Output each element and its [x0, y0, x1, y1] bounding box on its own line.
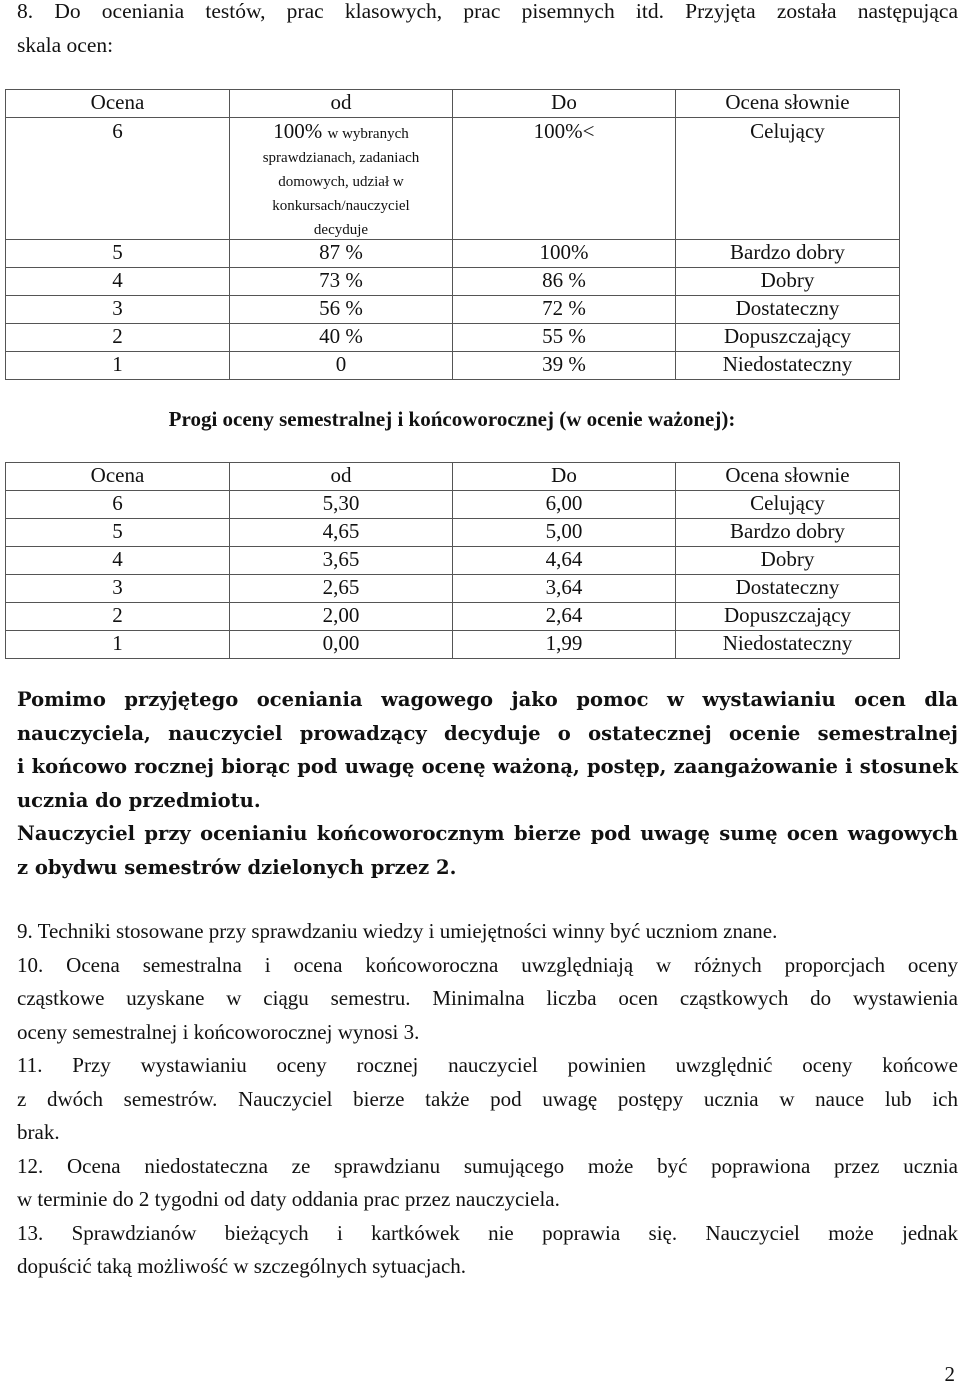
from-note: decyduje: [313, 222, 369, 238]
to-cell: 72 %: [453, 296, 676, 324]
from-note: w wybranych: [327, 126, 409, 142]
grade-cell: 2: [6, 603, 230, 631]
intro-line-2: skala ocen:: [17, 33, 114, 57]
to-cell: 39 %: [453, 352, 676, 380]
to-cell: 55 %: [453, 324, 676, 352]
grade-cell: 4: [6, 268, 230, 296]
rule-item-10-line: cząstkowe uzyskane w ciągu semestru. Minimalna liczba ocen cząstkowych do wystawienia: [17, 986, 958, 1010]
word-cell: Bardzo dobry: [676, 519, 900, 547]
grade-cell: 4: [6, 547, 230, 575]
table-row: [6, 118, 900, 240]
table-row: [6, 575, 900, 603]
paragraph-line: nauczyciela, nauczyciel prowadzący decyduje o ostatecznej ocenie semestralnej: [17, 721, 958, 745]
word-cell: Dostateczny: [676, 575, 900, 603]
rule-item-11-line: z dwóch semestrów. Nauczyciel bierze także pod uwagę postępy ucznia w nauce lub ich: [17, 1086, 958, 1111]
table-row: [6, 491, 900, 519]
grade-cell: 5: [6, 240, 230, 268]
to-cell: 2,64: [453, 603, 676, 631]
word-cell: Niedostateczny: [676, 352, 900, 380]
header-cell: Ocena słownie: [676, 463, 900, 491]
from-note: domowych, udział w: [278, 174, 404, 190]
grade-cell: 1: [6, 631, 230, 659]
grade-cell: 6: [6, 118, 230, 240]
word-cell: Celujący: [676, 491, 900, 519]
rule-item-12-line: 12. Ocena niedostateczna ze sprawdzianu sumującego może być poprawiona przez ucznia: [17, 1153, 958, 1178]
paragraph-line: ucznia do przedmiotu.: [17, 788, 261, 812]
word-cell: Dopuszczający: [676, 603, 900, 631]
from-cell: 5,30: [230, 491, 453, 519]
to-cell: 3,64: [453, 575, 676, 603]
from-cell: 4,65: [230, 519, 453, 547]
weighted-grading-paragraph: [17, 683, 958, 884]
grade-cell: 5: [6, 519, 230, 547]
from-cell: 2,00: [230, 603, 453, 631]
from-cell: 2,65: [230, 575, 453, 603]
to-cell: 4,64: [453, 547, 676, 575]
paragraph-line: z obydwu semestrów dzielonych przez 2.: [17, 855, 457, 879]
rule-item-9: 9. Techniki stosowane przy sprawdzaniu wiedzy i umiejętności winny być uczniom znane.: [17, 919, 778, 943]
header-cell: od: [230, 463, 453, 491]
from-cell-detailed: [230, 118, 453, 240]
rule-item-10-line: oceny semestralnej i końcoworocznej wynosi 3.: [17, 1019, 420, 1044]
table-row: [6, 519, 900, 547]
word-cell: Bardzo dobry: [676, 240, 900, 268]
paragraph-line: i końcowo rocznej biorąc pod uwagę ocenę ważoną, postęp, zaangażowanie i stosunek: [17, 755, 958, 778]
from-note: sprawdzianach, zadaniach: [262, 150, 420, 166]
rule-item-12-line: w terminie do 2 tygodni od daty oddania prac przez nauczyciela.: [17, 1187, 560, 1211]
header-cell: Do: [453, 90, 676, 118]
grade-scale-table: [5, 89, 900, 380]
from-value: 100%: [273, 119, 323, 143]
table-row: [6, 324, 900, 352]
from-cell: 73 %: [230, 268, 453, 296]
from-cell: 40 %: [230, 324, 453, 352]
header-cell: Do: [453, 463, 676, 491]
grade-cell: 6: [6, 491, 230, 519]
to-cell: 6,00: [453, 491, 676, 519]
rule-item-11-line: 11. Przy wystawianiu oceny rocznej nauczyciel powinien uwzględnić oceny końcowe: [17, 1053, 958, 1077]
word-cell: Dostateczny: [676, 296, 900, 324]
from-cell: 0,00: [230, 631, 453, 659]
from-cell: 56 %: [230, 296, 453, 324]
word-cell: Dobry: [676, 268, 900, 296]
to-cell: 86 %: [453, 268, 676, 296]
table-row: [6, 631, 900, 659]
intro-line-1: 8. Do oceniania testów, prac klasowych, prac pisemnych itd. Przyjęta została następująca: [17, 0, 958, 23]
to-cell: 100%: [453, 240, 676, 268]
intro-text: [17, 0, 958, 62]
from-cell: 3,65: [230, 547, 453, 575]
header-cell: od: [230, 90, 453, 118]
word-cell: Dopuszczający: [676, 324, 900, 352]
from-note: konkursach/nauczyciel: [272, 198, 410, 214]
table-header-row: [6, 463, 900, 491]
grade-cell: 2: [6, 324, 230, 352]
rules-list: [17, 915, 958, 1284]
from-cell: 0: [230, 352, 453, 380]
rule-item-13-line: dopuścić taką możliwość w szczególnych sytuacjach.: [17, 1254, 467, 1278]
header-cell: Ocena słownie: [676, 90, 900, 118]
rule-item-11-line: brak.: [17, 1120, 60, 1144]
word-cell: Dobry: [676, 547, 900, 575]
header-cell: Ocena: [6, 463, 230, 491]
to-cell: 1,99: [453, 631, 676, 659]
word-cell: Niedostateczny: [676, 631, 900, 659]
to-cell: 5,00: [453, 519, 676, 547]
table-row: [6, 603, 900, 631]
table-header-row: [6, 90, 900, 118]
semester-thresholds-table: [5, 462, 900, 659]
page-number: 2: [944, 1362, 955, 1386]
rule-item-13-line: 13. Sprawdzianów bieżących i kartkówek nie poprawia się. Nauczyciel może jednak: [17, 1220, 958, 1245]
grade-cell: 3: [6, 575, 230, 603]
header-cell: Ocena: [6, 90, 230, 118]
from-cell: 87 %: [230, 240, 453, 268]
table-row: [6, 240, 900, 268]
word-cell: Celujący: [676, 118, 900, 240]
paragraph-line: Pomimo przyjętego oceniania wagowego jako pomoc w wystawianiu ocen dla: [17, 688, 958, 711]
to-cell: 100%<: [453, 118, 676, 240]
rule-item-10-line: 10. Ocena semestralna i ocena końcoworoczna uwzględniają w różnych proporcjach oceny: [17, 952, 958, 977]
paragraph-line: Nauczyciel przy ocenianiu końcoworocznym bierze pod uwagę sumę ocen wagowych: [17, 822, 958, 845]
grade-cell: 3: [6, 296, 230, 324]
table-row: [6, 268, 900, 296]
table-row: [6, 547, 900, 575]
table-row: [6, 352, 900, 380]
grade-cell: 1: [6, 352, 230, 380]
table-row: [6, 296, 900, 324]
semester-thresholds-title: Progi oceny semestralnej i końcoworocznej (w ocenie ważonej):: [168, 407, 736, 431]
